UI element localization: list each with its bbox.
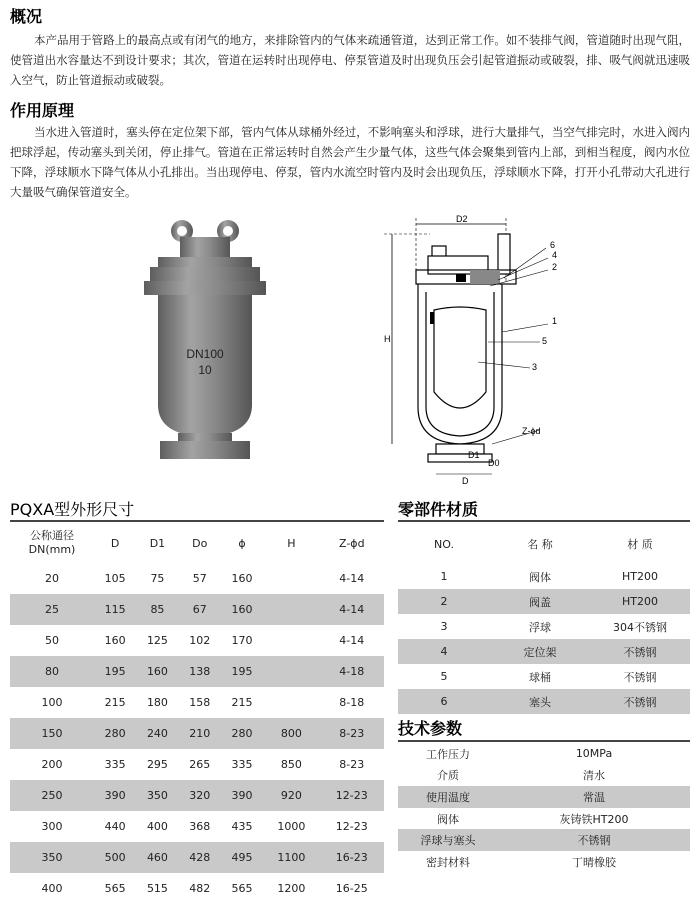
dimensions-table: [10, 523, 384, 904]
table-cell: 57: [192, 572, 207, 585]
callout-3: 3: [532, 362, 538, 372]
table-row: [398, 786, 690, 808]
table-cell: 850: [280, 758, 302, 771]
table-cell: 482: [189, 882, 211, 895]
callout-6: 6: [550, 240, 556, 250]
table-cell: 515: [146, 882, 168, 895]
table-cell: 4-18: [320, 656, 384, 687]
table-cell: 16-23: [320, 842, 384, 873]
table-row: [398, 639, 690, 664]
table-cell: 5: [440, 670, 448, 683]
photo-label-dn: DN100: [186, 347, 224, 361]
table-row: [398, 589, 690, 614]
photo-label-pn: 10: [198, 363, 212, 377]
table-cell: 80: [10, 656, 94, 687]
table-cell: 215: [104, 696, 126, 709]
parts-title: 零部件材质: [398, 500, 479, 519]
table-cell: 25: [10, 594, 94, 625]
table-cell: 球桶: [529, 670, 551, 684]
table-cell: 4-14: [339, 634, 365, 647]
table-cell: 350: [10, 842, 94, 873]
tech-param-value: 常温: [498, 786, 690, 808]
table-row: [10, 625, 384, 656]
table-row: [398, 614, 690, 639]
table-cell: 304不锈钢: [613, 620, 667, 634]
table-cell: 138: [179, 656, 221, 687]
table-row: [10, 687, 384, 718]
table-cell: 8-23: [320, 718, 384, 749]
table-cell: 800: [263, 718, 319, 749]
table-row: [398, 829, 690, 851]
table-cell: 不锈钢: [590, 639, 690, 664]
table-cell: 390: [94, 780, 136, 811]
table-cell: 102: [189, 634, 211, 647]
table-cell: 920: [263, 780, 319, 811]
table-cell: 85: [136, 594, 178, 625]
table-cell: 435: [231, 820, 253, 833]
valve-photo: [140, 215, 270, 470]
table-row: [398, 564, 690, 589]
table-cell: 160: [221, 594, 263, 625]
tech-param-name: 密封材料: [426, 855, 470, 869]
overview-title: 概况: [10, 7, 43, 26]
table-row: [10, 842, 384, 873]
tech-param-name: 工作压力: [426, 747, 470, 761]
tech-param-value: 灰铸铁HT200: [559, 812, 629, 826]
parts-title-rule: [398, 520, 690, 522]
table-cell: 195: [221, 656, 263, 687]
callout-4: 4: [552, 250, 558, 260]
table-cell: 390: [221, 780, 263, 811]
table-cell: HT200: [622, 570, 658, 583]
table-cell: 368: [189, 820, 211, 833]
table-cell: HT200: [590, 589, 690, 614]
table-cell: 160: [231, 572, 253, 585]
table-cell: 250: [10, 780, 94, 811]
table-row: [10, 811, 384, 842]
table-cell: [263, 625, 319, 656]
tech-param-value: 不锈钢: [498, 829, 690, 851]
table-row: [398, 851, 690, 873]
table-cell: 240: [136, 718, 178, 749]
table-cell: 295: [146, 758, 168, 771]
table-row: [398, 664, 690, 689]
table-cell: 定位架: [490, 639, 590, 664]
table-cell: 1100: [263, 842, 319, 873]
tech-param-value: 清水: [583, 769, 605, 783]
table-cell: 215: [231, 696, 253, 709]
tech-param-value: 丁晴橡胶: [572, 855, 616, 869]
callout-5: 5: [542, 336, 548, 346]
table-cell: 335: [231, 758, 253, 771]
table-cell: 2: [398, 589, 490, 614]
table-row: [10, 563, 384, 594]
table-row: [10, 656, 384, 687]
table-row: [398, 808, 690, 830]
table-cell: 195: [94, 656, 136, 687]
overview-text: 本产品用于管路上的最高点或有闭气的地方，来排除管内的气体来疏通管道，达到正常工作。如不装排气阀，管道随时出现气阻，使管道出水容量达不到设计要求；其次，管道在运转时出现停电、停泵管道及时出现负压会引起管道振动或破裂，排、吸气阀就迅速吸入空气，防止管道振动或破裂。: [10, 33, 690, 87]
table-cell: 210: [179, 718, 221, 749]
parts-header-name: 名 称: [527, 538, 553, 551]
table-cell: 1000: [277, 820, 306, 833]
table-row: [10, 873, 384, 904]
table-cell: 125: [146, 634, 168, 647]
table-cell: 180: [146, 696, 168, 709]
table-row: [10, 718, 384, 749]
dim-header-dn: 公称通径 DN(mm): [28, 529, 76, 556]
table-row: [398, 765, 690, 787]
dimensions-title-rule: [10, 520, 384, 522]
table-cell: 塞头: [490, 689, 590, 714]
table-cell: [263, 687, 319, 718]
tech-param-name: 阀体: [437, 812, 459, 826]
dim-header-do: Do: [192, 536, 208, 550]
table-cell: 565: [231, 882, 253, 895]
table-cell: 105: [104, 572, 126, 585]
table-cell: 160: [104, 634, 126, 647]
table-cell: 440: [104, 820, 126, 833]
tech-param-name: 浮球与塞头: [398, 829, 498, 851]
table-cell: 4-14: [320, 594, 384, 625]
tech-title-rule: [398, 740, 690, 742]
table-cell: 16-25: [335, 882, 368, 895]
callout-1: 1: [552, 316, 558, 326]
table-cell: 67: [179, 594, 221, 625]
tech-param-value: 10MPa: [575, 747, 613, 761]
table-row: [10, 594, 384, 625]
tech-param-name: 介质: [437, 769, 459, 783]
table-cell: 200: [41, 758, 63, 771]
table-cell: 300: [41, 820, 63, 833]
parts-table: [398, 524, 690, 714]
tech-title: 技术参数: [398, 719, 463, 738]
table-row: [398, 689, 690, 714]
dim-header-h: H: [287, 536, 296, 550]
table-cell: 335: [104, 758, 126, 771]
table-cell: 460: [136, 842, 178, 873]
table-cell: [263, 656, 319, 687]
dim-header-phi: ϕ: [238, 536, 246, 550]
table-cell: 320: [179, 780, 221, 811]
table-cell: 阀体: [529, 570, 551, 584]
drawing-label-d2: D2: [456, 214, 468, 224]
parts-header-no: NO.: [434, 537, 454, 551]
table-cell: 4-14: [339, 572, 365, 585]
table-cell: 170: [231, 634, 253, 647]
table-cell: 428: [179, 842, 221, 873]
table-cell: 12-23: [320, 780, 384, 811]
dim-header-d1: D1: [149, 536, 166, 550]
table-cell: 4: [398, 639, 490, 664]
drawing-label-d: D: [462, 476, 469, 486]
tech-table: [398, 743, 690, 873]
table-cell: 阀盖: [490, 589, 590, 614]
principle-title: 作用原理: [10, 101, 75, 120]
parts-header-material: 材 质: [627, 538, 653, 551]
dim-header-zd: Z-ϕd: [339, 536, 365, 550]
table-cell: 1: [440, 570, 448, 583]
tech-param-name: 使用温度: [398, 786, 498, 808]
table-cell: 浮球: [529, 620, 551, 634]
table-cell: 不锈钢: [590, 689, 690, 714]
table-cell: 400: [146, 820, 168, 833]
drawing-label-d0: D0: [488, 458, 500, 468]
table-cell: 20: [45, 572, 59, 585]
dimensions-title: PQXA型外形尺寸: [10, 500, 135, 519]
table-cell: 495: [221, 842, 263, 873]
dim-header-d: D: [110, 536, 120, 550]
table-cell: 75: [150, 572, 165, 585]
table-cell: 265: [189, 758, 211, 771]
principle-text: 当水进入管道时，塞头停在定位架下部，管内气体从球桶外经过，不影响塞头和浮球，进行大量排气，当空气排完时，水进入阀内把球浮起，传动塞头到关闭，停止排气。管道在正常运转时自然会产生少量气体，这些气体会聚集到管内上部，到相当程度，阀内水位下降，浮球顺水下降气体从小孔排出。当出现停电、停泵，管内水流空时管内及时会出现负压，浮球顺水下降，打开小孔带动大孔进行大量吸气确保管道安全。: [10, 125, 690, 199]
table-cell: 400: [41, 882, 63, 895]
table-cell: 12-23: [335, 820, 368, 833]
table-cell: 8-23: [339, 758, 365, 771]
table-cell: 6: [398, 689, 490, 714]
table-row: [10, 780, 384, 811]
table-cell: [263, 563, 319, 594]
drawing-label-zd: Z-ϕd: [522, 426, 541, 436]
table-cell: 50: [45, 634, 59, 647]
table-cell: 280: [221, 718, 263, 749]
table-cell: 160: [136, 656, 178, 687]
table-cell: 8-18: [339, 696, 365, 709]
table-cell: 1200: [277, 882, 306, 895]
callout-2: 2: [552, 262, 558, 272]
drawing-label-h: H: [384, 334, 391, 344]
table-cell: 565: [104, 882, 126, 895]
table-cell: 280: [94, 718, 136, 749]
table-cell: 100: [41, 696, 63, 709]
table-cell: 350: [136, 780, 178, 811]
table-row: [398, 743, 690, 765]
table-cell: 不锈钢: [623, 670, 657, 684]
table-cell: 3: [440, 620, 448, 633]
table-cell: 500: [94, 842, 136, 873]
table-row: [10, 749, 384, 780]
table-cell: [263, 594, 319, 625]
valve-section-drawing: [370, 212, 610, 487]
table-cell: 115: [94, 594, 136, 625]
drawing-label-d1: D1: [468, 450, 480, 460]
table-cell: 158: [189, 696, 211, 709]
table-cell: 150: [10, 718, 94, 749]
